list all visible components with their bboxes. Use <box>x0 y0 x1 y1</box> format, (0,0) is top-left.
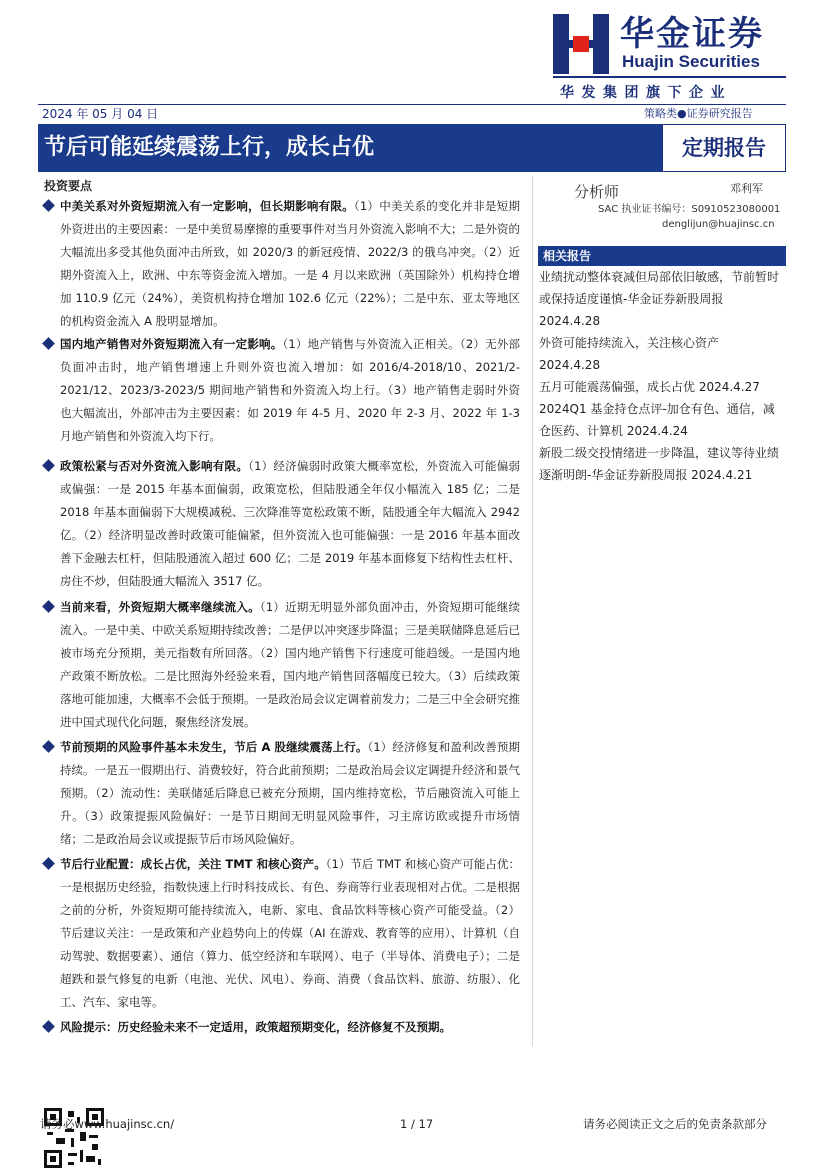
logo-slogan: 华发集团旗下企业 <box>560 85 732 101</box>
report-type: 定期报告 <box>682 136 766 160</box>
page-number: 1 / 17 <box>400 1117 434 1131</box>
related-report-link[interactable]: 2024Q1 基金持仓点评-加仓有色、通信，减仓医药、计算机 2024.4.24 <box>539 402 775 438</box>
bullet-text: （1）节后 TMT 和核心资产可能占优：一是根据历史经验，指数快速上行时科技成长、有色、券商等行业表现相对占优。二是根据之前的分析，外资短期可能持续流入，电新、家电、食品饮料等核心资产可能受益。（2）节后建议关注：一是政策和产业趋势向上的传媒（AI 在游戏、教育等的应用）、计算机（自动驾驶、数据要素）、通信（算力、低空经济和车联网）、电子（半导体、消费电子）；二是超跌和景气修复的电新（电池、光伏、风电）、券商、消费（食品饮料、旅游、纺服）、化工、汽车、家电等。 <box>60 857 520 1009</box>
bullet-heading: 国内地产销售对外资短期流入有一定影响。 <box>60 337 283 351</box>
logo-chinese-name: 华金证券 <box>620 14 764 54</box>
list-item <box>44 596 520 734</box>
bullet-text: （1）经济偏弱时政策大概率宽松，外资流入可能偏弱或偏强：一是 2015 年基本面偏弱，政策宽松，但陆股通全年仅小幅流入 185 亿；二是 2018 年基本面偏弱下大规模减税、三次降准等宽松政策不断，陆股通全年大幅流入 2942 亿。（2）经济明显改善时政策可能偏紧，但外资流入也可能偏强：一是 2016 年基本面改善下金融去杠杆，但陆股通流入超过 600 亿；二是 2019 年基本面修复下结构性去杠杆、房住不炒，但陆股通大幅流入 3517 亿。 <box>60 459 520 588</box>
report-date: 2024 年 05 月 04 日 <box>42 107 159 121</box>
bullet-heading: 政策松紧与否对外资流入影响有限。 <box>60 459 249 473</box>
analyst-label: 分析师 <box>574 183 620 201</box>
risk-warning <box>44 1016 520 1039</box>
list-item <box>44 195 520 333</box>
column-divider <box>532 176 533 1046</box>
footer-url[interactable]: 请务必www.huajinsc.cn/ <box>40 1117 175 1131</box>
bullet-heading: 当前来看，外资短期大概率继续流入。 <box>60 600 260 614</box>
bullet-text: （1）地产销售与外资流入正相关。（2）无外部负面冲击时，地产销售增速上升则外资也流入增加：如 2016/4-2018/10、2021/2-2021/12、2023/3-2023/5 期间地产销售和外资流入均上行。（3）地产销售走弱时外资也大幅流出，外部冲击为主要因素：如 2019 年 4-5 月、2020 年 2-3 月、2022 年 1-3 月地产销售和外资流入均下行。 <box>60 337 520 443</box>
related-report-link[interactable]: 业绩扰动整体衰减但局部依旧敏感，节前暂时或保持适度谨慎-华金证券新股周报 2024.4.28 <box>539 270 780 328</box>
related-reports-list <box>539 266 783 486</box>
related-report-link[interactable]: 五月可能震荡偏强，成长占优 2024.4.27 <box>539 380 760 394</box>
related-report-link[interactable]: 新股二级交投情绪进一步降温，建议等待业绩逐渐明朗-华金证券新股周报 2024.4.21 <box>539 446 780 482</box>
footer-disclaimer: 请务必阅读正文之后的免责条款部分 <box>583 1117 767 1131</box>
logo-divider <box>553 76 786 78</box>
page-title: 节后可能延续震荡上行，成长占优 <box>44 135 375 160</box>
logo-english-name: Huajin Securities <box>622 52 760 71</box>
related-report-link[interactable]: 外资可能持续流入，关注核心资产 2024.4.28 <box>539 336 720 372</box>
report-category: 策略类●证券研究报告 <box>644 107 753 120</box>
bullet-text: （1）近期无明显外部负面冲击，外资短期可能继续流入。一是中美、中欧关系短期持续改善；二是伊以冲突逐步降温；三是美联储降息延后已被市场充分预期，美元指数有所回落。（2）国内地产销售下行速度可能趋缓。一是国内地产政策不断放松。二是比照海外经验来看，国内地产销售回落幅度已较大。（3）后续政策落地可能加速，大概率不会低于预期。一是政治局会议定调着前发力；二是三中全会研究推进中国式现代化问题，聚焦经济发展。 <box>60 600 520 729</box>
list-item <box>44 736 520 851</box>
section-heading: 投资要点 <box>44 179 93 193</box>
huajin-logo-icon <box>553 14 609 74</box>
list-item <box>44 853 520 1014</box>
analyst-certificate: SAC 执业证书编号：S0910523080001 <box>598 204 781 215</box>
list-item <box>44 455 520 593</box>
list-item <box>44 333 520 448</box>
analyst-email[interactable]: denglijun@huajinsc.cn <box>662 219 775 230</box>
bullet-heading: 节后行业配置：成长占优，关注 TMT 和核心资产。 <box>60 857 326 871</box>
analyst-name: 邓利军 <box>730 182 763 195</box>
related-reports-title: 相关报告 <box>543 249 592 263</box>
bullet-heading: 中美关系对外资短期流入有一定影响，但长期影响有限。 <box>60 199 354 213</box>
bullet-text: （1）中美关系的变化并非是短期外资进出的主要因素：一是中美贸易摩擦的重要事件对当月外资流入影响不大；二是外资的大幅流出多受其他负面冲击所致，如 2020/3 的新冠疫情、2022/3 的俄乌冲突。（2）近期外资流入上，欧洲、中东等资金流入增加。一是 4 月以来欧洲（英国除外）机构持仓增加 110.9 亿元（24%），美资机构持仓增加 102.6 亿元（22%）；二是中东、亚太等地区的机构资金流入 A 股明显增加。 <box>60 199 520 328</box>
bullet-text: （1）经济修复和盈利改善预期持续。一是五一假期出行、消费较好，符合此前预期；二是政治局会议定调提升经济和景气预期。（2）流动性：美联储延后降息已被充分预期，国内维持宽松，节后融资流入可能上升。（3）政策提振风险偏好：一是节日期间无明显风险事件，习主席访欧或提升市场情绪；二是政治局会议或提振节后市场风险偏好。 <box>60 740 520 846</box>
bullet-heading: 风险提示：历史经验未来不一定适用，政策超预期变化，经济修复不及预期。 <box>60 1020 451 1034</box>
bullet-heading: 节前预期的风险事件基本未发生，节后 A 股继续震荡上行。 <box>60 740 368 754</box>
